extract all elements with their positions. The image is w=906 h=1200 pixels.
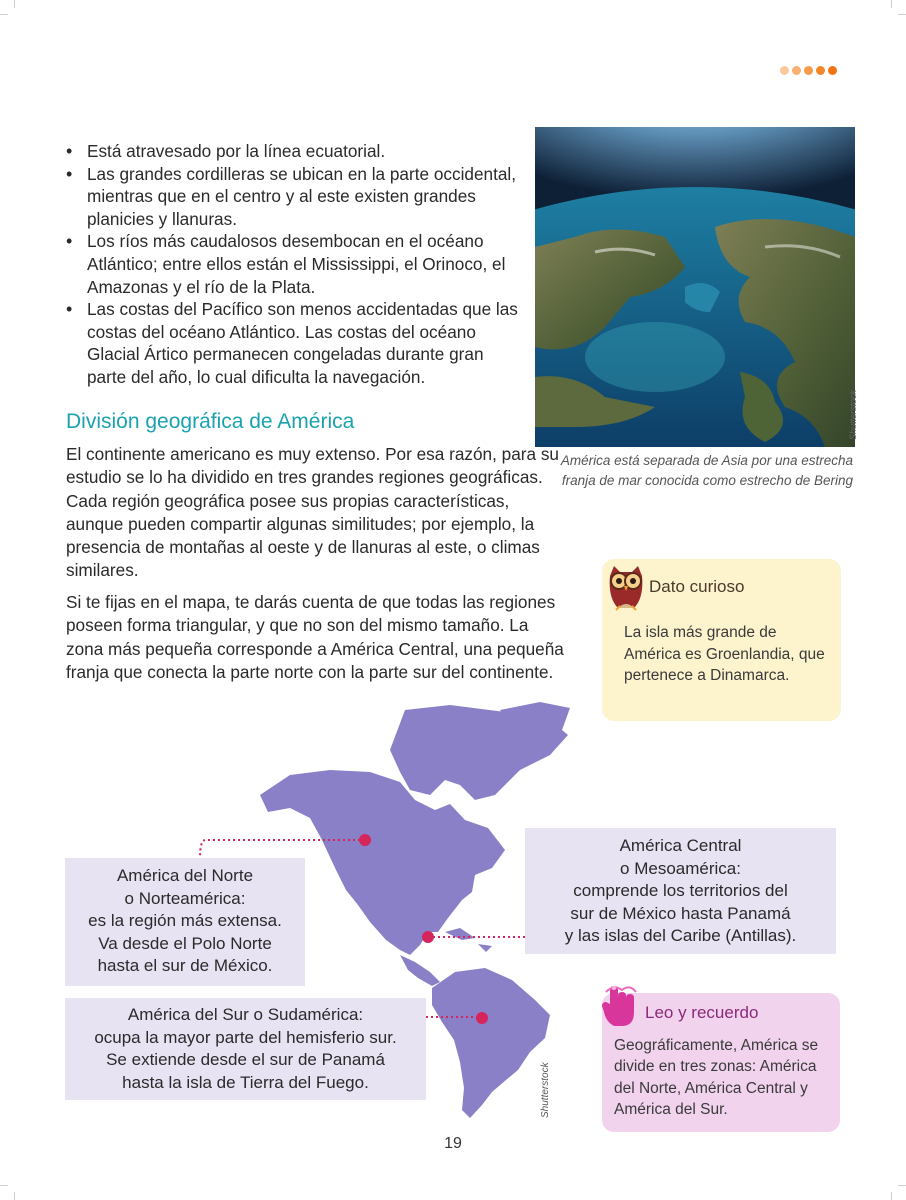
feature-list — [66, 140, 526, 389]
region-text: comprende los territorios del — [573, 881, 788, 901]
photo-credit: Shutterstock — [848, 389, 858, 440]
reminder-text: Geográficamente, América se divide en tres zonas: América del Norte, América Central y América del Sur. — [614, 1037, 819, 1119]
photo-caption: América está separada de Asia por una estrecha franja de mar conocida como estrecho de Bering — [560, 453, 853, 488]
region-text: hasta la isla de Tierra del Fuego. — [122, 1072, 369, 1092]
owl-icon — [606, 562, 646, 619]
crop-mark — [891, 0, 892, 8]
crop-mark — [14, 0, 15, 8]
header-dot — [780, 66, 789, 75]
region-box-norte — [65, 858, 305, 986]
reminder-hand-icon — [600, 982, 642, 1035]
crop-mark — [891, 1192, 892, 1200]
north-america-land — [260, 705, 568, 986]
region-text: Va desde el Polo Norte — [98, 933, 272, 953]
header-dot — [804, 66, 813, 75]
region-text: es la región más extensa. — [88, 911, 282, 931]
page-number: 19 — [444, 1135, 462, 1152]
region-text: ocupa la mayor parte del hemisferio sur. — [94, 1027, 397, 1047]
header-dot — [828, 66, 837, 75]
region-text: y las islas del Caribe (Antillas). — [564, 926, 797, 946]
region-text: sur de México hasta Panamá — [570, 903, 791, 923]
region-title: América Central — [619, 836, 742, 855]
region-box-central — [525, 828, 836, 954]
region-title: América del Norte — [116, 866, 254, 885]
region-box-sur — [65, 998, 426, 1100]
body-paragraph: El continente americano es muy extenso. Por esa razón, para su estudio se lo ha dividido en tres grandes regiones geográficas. Cada región geográfica posee sus propias características, aunque pueden compartir algunas similitudes; por ejemplo, la presencia de montañas al oeste y de llanuras al este, o climas similares. — [66, 444, 559, 581]
header-dot — [816, 66, 825, 75]
list-item: • Está atravesado por la línea ecuatorial. — [66, 140, 526, 163]
crop-mark — [898, 14, 906, 25]
section-title: División geográfica de América — [66, 410, 355, 433]
region-title: o Mesoamérica: — [620, 858, 741, 878]
region-title: o Norteamérica: — [124, 888, 246, 908]
crop-mark — [898, 1185, 906, 1186]
body-paragraph: Si te fijas en el mapa, te darás cuenta de que todas las regiones poseen forma triangular, y que no son del mismo tamaño. La zona más pequeña corresponde a América Central, una pequeña franja que conecta la parte norte con la parte sur del continente. — [66, 592, 564, 682]
crop-mark — [14, 1192, 15, 1200]
region-text: Se extiende desde el sur de Panamá — [106, 1050, 385, 1070]
fun-fact-text: La isla más grande de América es Groenlandia, que pertenece a Dinamarca. — [624, 624, 825, 685]
bering-strait-photo — [535, 127, 855, 447]
region-text: hasta el sur de México. — [97, 956, 273, 976]
list-item: • Los ríos más caudalosos desembocan en el océano Atlántico; entre ellos están el Mississippi, el Orinoco, el Amazonas y el río de la Plata. — [66, 230, 526, 298]
south-america-land — [432, 968, 550, 1118]
header-dot — [792, 66, 801, 75]
crop-mark — [0, 14, 8, 25]
header-dots — [780, 66, 837, 75]
list-item: • Las grandes cordilleras se ubican en la parte occidental, mientras que en el centro y al este existen grandes planicies y llanuras. — [66, 163, 526, 231]
fun-fact-title: Dato curioso — [649, 577, 745, 596]
reminder-title: Leo y recuerdo — [645, 1003, 759, 1022]
map-credit: Shutterstock — [540, 1062, 551, 1118]
list-item: • Las costas del Pacífico son menos accidentadas que las costas del océano Atlántico. Las costas del océano Glacial Ártico permanecen congeladas durante gran parte del año, lo cual dificulta la navegación. — [66, 298, 526, 388]
crop-mark — [0, 1185, 8, 1186]
region-title: América del Sur o Sudamérica: — [127, 1005, 364, 1024]
